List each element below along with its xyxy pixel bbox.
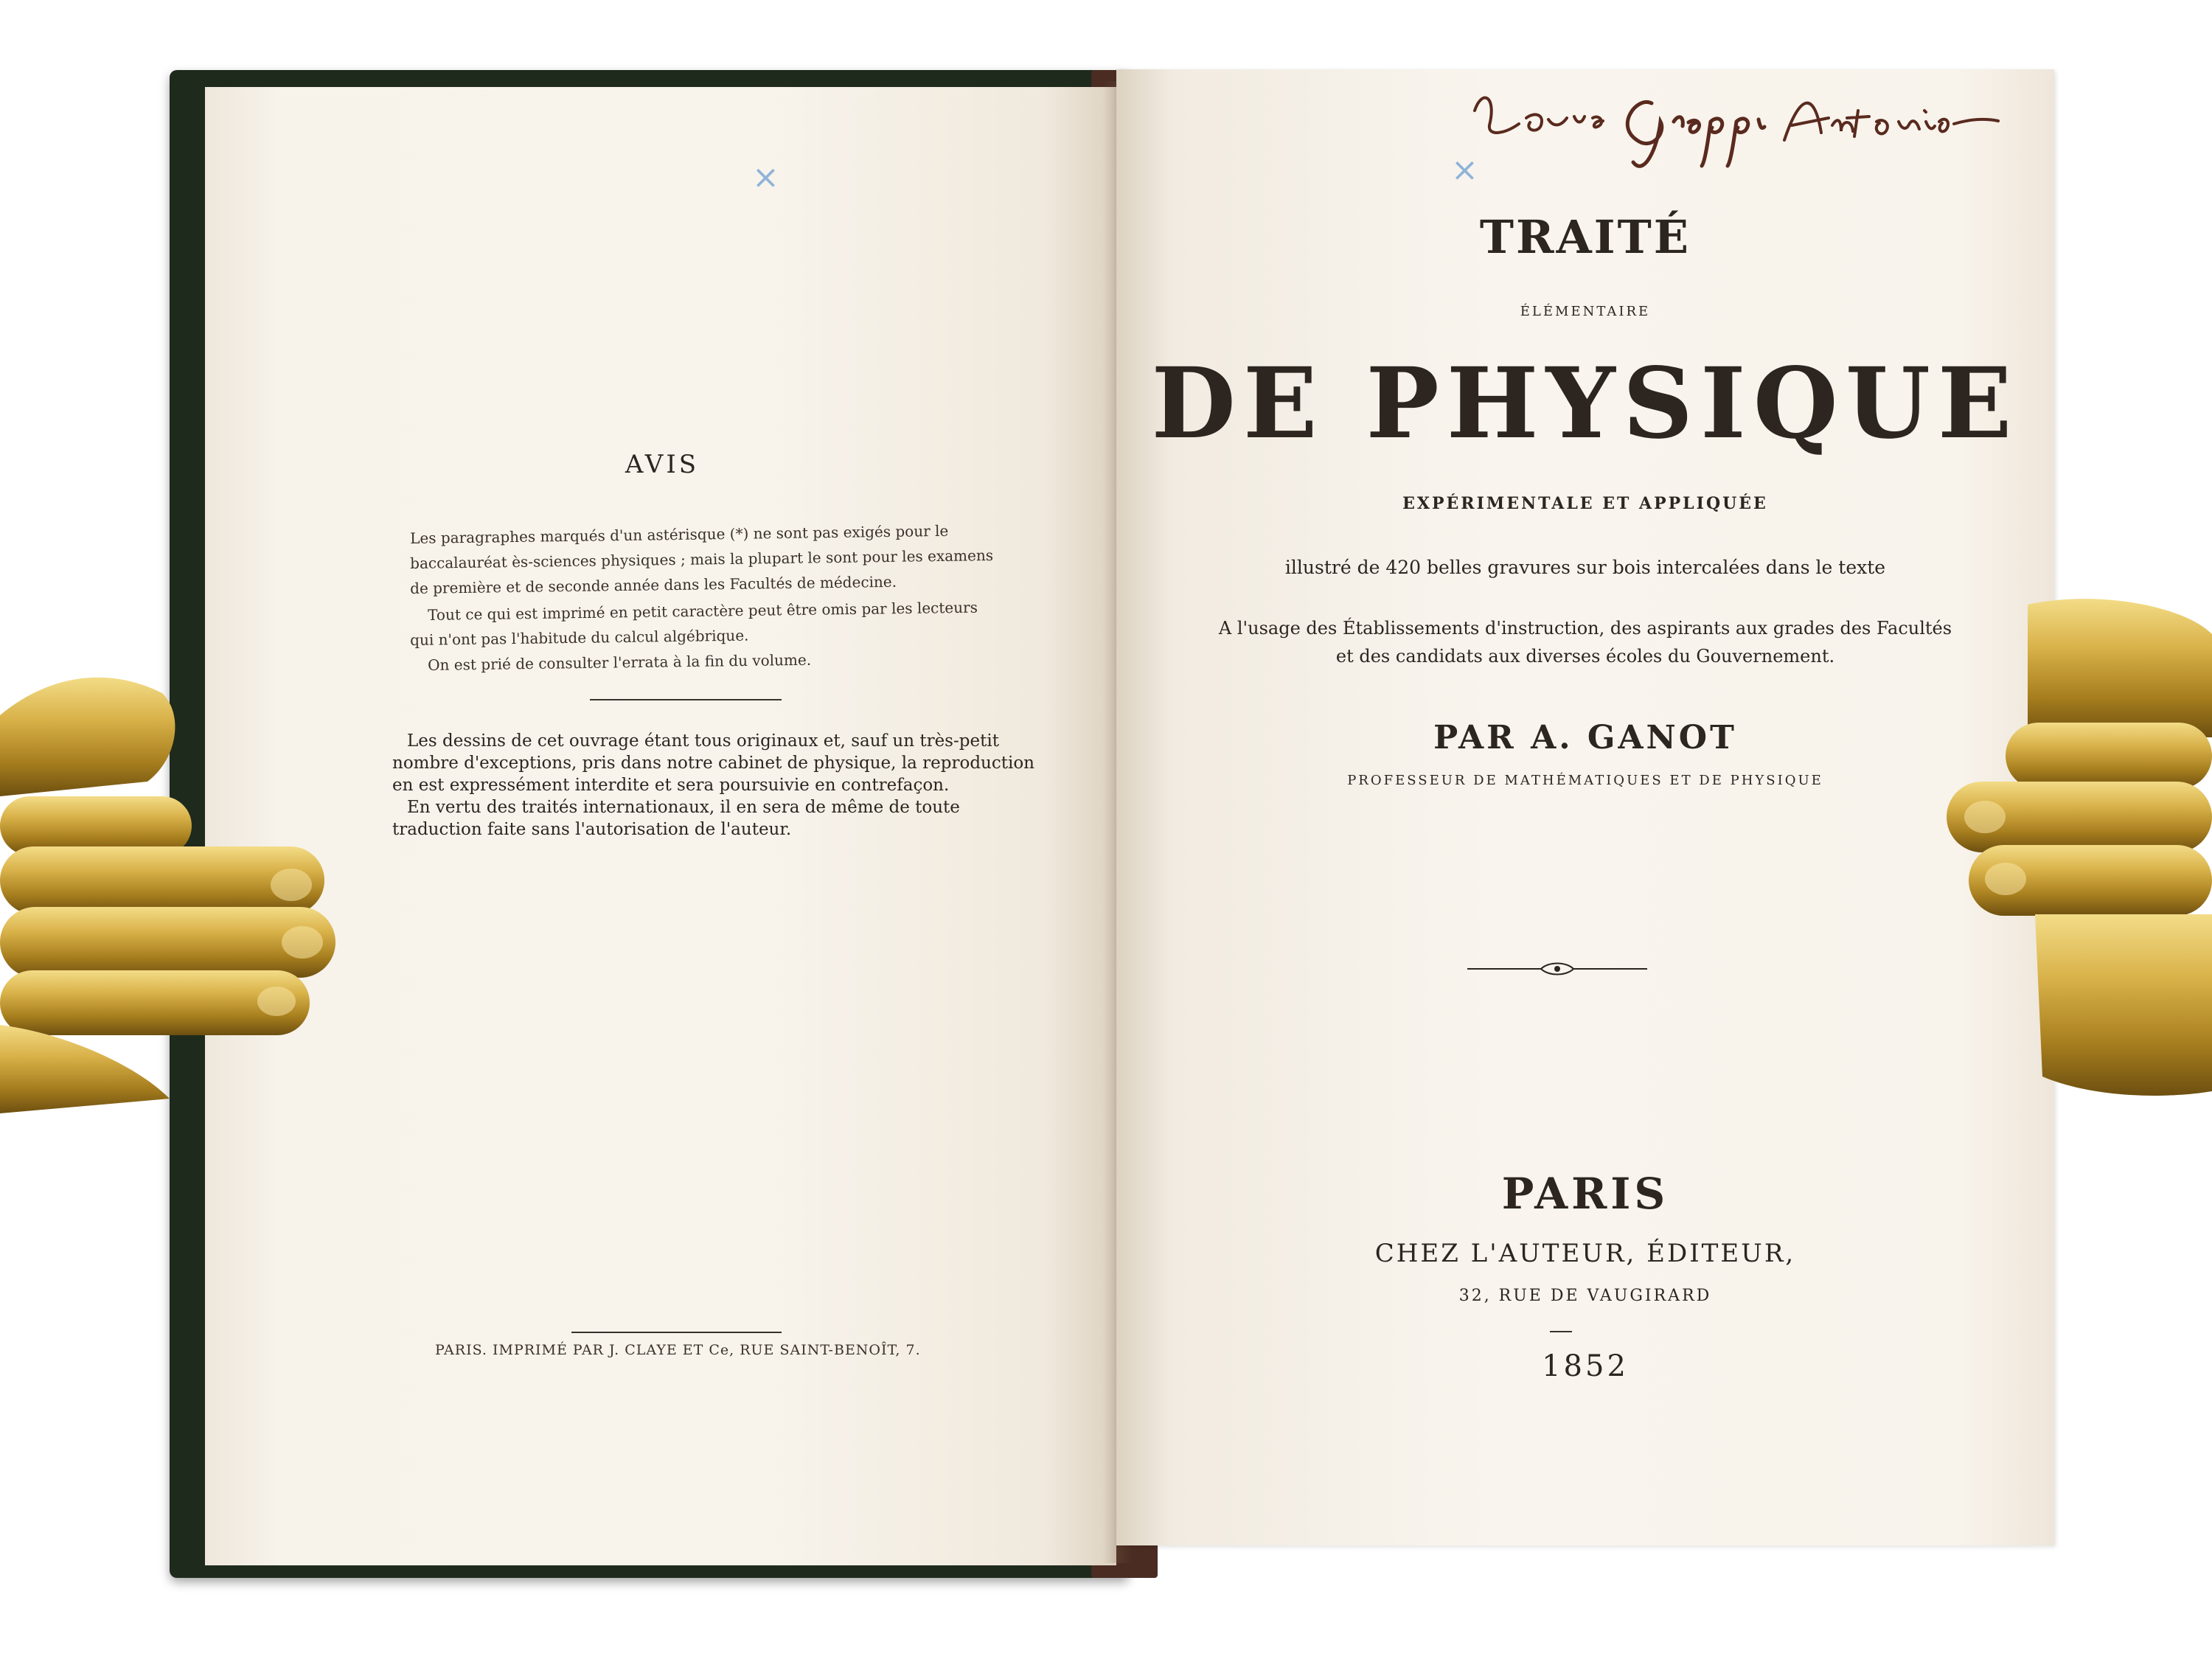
title-traite: TRAITÉ <box>1479 210 1691 264</box>
usage-line: A l'usage des Établissements d'instruction, des aspirants aux grades des Facultés <box>1218 618 1952 639</box>
copyright-line: traduction faite sans l'autorisation de l'auteur. <box>392 820 792 839</box>
brass-stand-left <box>0 649 347 1121</box>
copyright-line: nombre d'exceptions, pris dans notre cabinet de physique, la reproduction <box>392 754 1034 773</box>
publication-year: 1852 <box>1542 1349 1629 1383</box>
notice-line: baccalauréat ès-sciences physiques ; mais la plupart le sont pour les examens <box>410 546 994 572</box>
notice-line: On est prié de consulter l'errata à la fin du volume. <box>428 650 812 674</box>
small-rule <box>1550 1331 1572 1332</box>
copyright-line: Les dessins de cet ouvrage étant tous originaux et, sauf un très-petit <box>407 731 999 751</box>
illustrations-line: illustré de 420 belles gravures sur bois intercalées dans le texte <box>1284 557 1886 578</box>
notice-line: de première et de seconde année dans les Facultés de médecine. <box>410 572 897 597</box>
author-title: PROFESSEUR DE MATHÉMATIQUES ET DE PHYSIQUE <box>1347 773 1823 788</box>
usage-line: et des candidats aux diverses écoles du Gouvernement. <box>1335 646 1835 667</box>
notice-line: Tout ce qui est imprimé en petit caractère peut être omis par les lecteurs <box>428 598 978 624</box>
notice-line: Les paragraphes marqués d'un astérisque (*) ne sont pas exigés pour le <box>410 521 949 547</box>
ornament-rule <box>1467 959 1647 979</box>
divider-rule <box>590 699 782 700</box>
subtitle: EXPÉRIMENTALE ET APPLIQUÉE <box>1402 494 1768 513</box>
publisher: CHEZ L'AUTEUR, ÉDITEUR, <box>1374 1239 1796 1268</box>
pencil-mark: × <box>1451 151 1478 189</box>
publication-city: PARIS <box>1501 1169 1669 1219</box>
handwritten-signature <box>1467 81 2020 170</box>
title-page <box>1116 69 2054 1545</box>
author: PAR A. GANOT <box>1433 719 1737 757</box>
copyright-line: En vertu des traités internationaux, il en sera de même de toute <box>407 798 960 817</box>
copyright-line: en est expressément interdite et sera poursuivie en contrefaçon. <box>392 776 950 795</box>
brass-stand-right <box>1947 590 2212 1106</box>
title-elementaire: ÉLÉMENTAIRE <box>1520 304 1651 319</box>
imprint-line: PARIS. IMPRIMÉ PAR J. CLAYE ET Ce, RUE SAINT-BENOÎT, 7. <box>435 1342 921 1358</box>
publisher-address: 32, RUE DE VAUGIRARD <box>1458 1287 1712 1305</box>
imprint-rule <box>571 1332 782 1333</box>
pencil-mark: × <box>752 159 779 196</box>
notice-title: AVIS <box>625 450 700 479</box>
notice-line: qui n'ont pas l'habitude du calcul algébrique. <box>410 626 749 649</box>
title-main: DE PHYSIQUE <box>1151 347 2020 461</box>
